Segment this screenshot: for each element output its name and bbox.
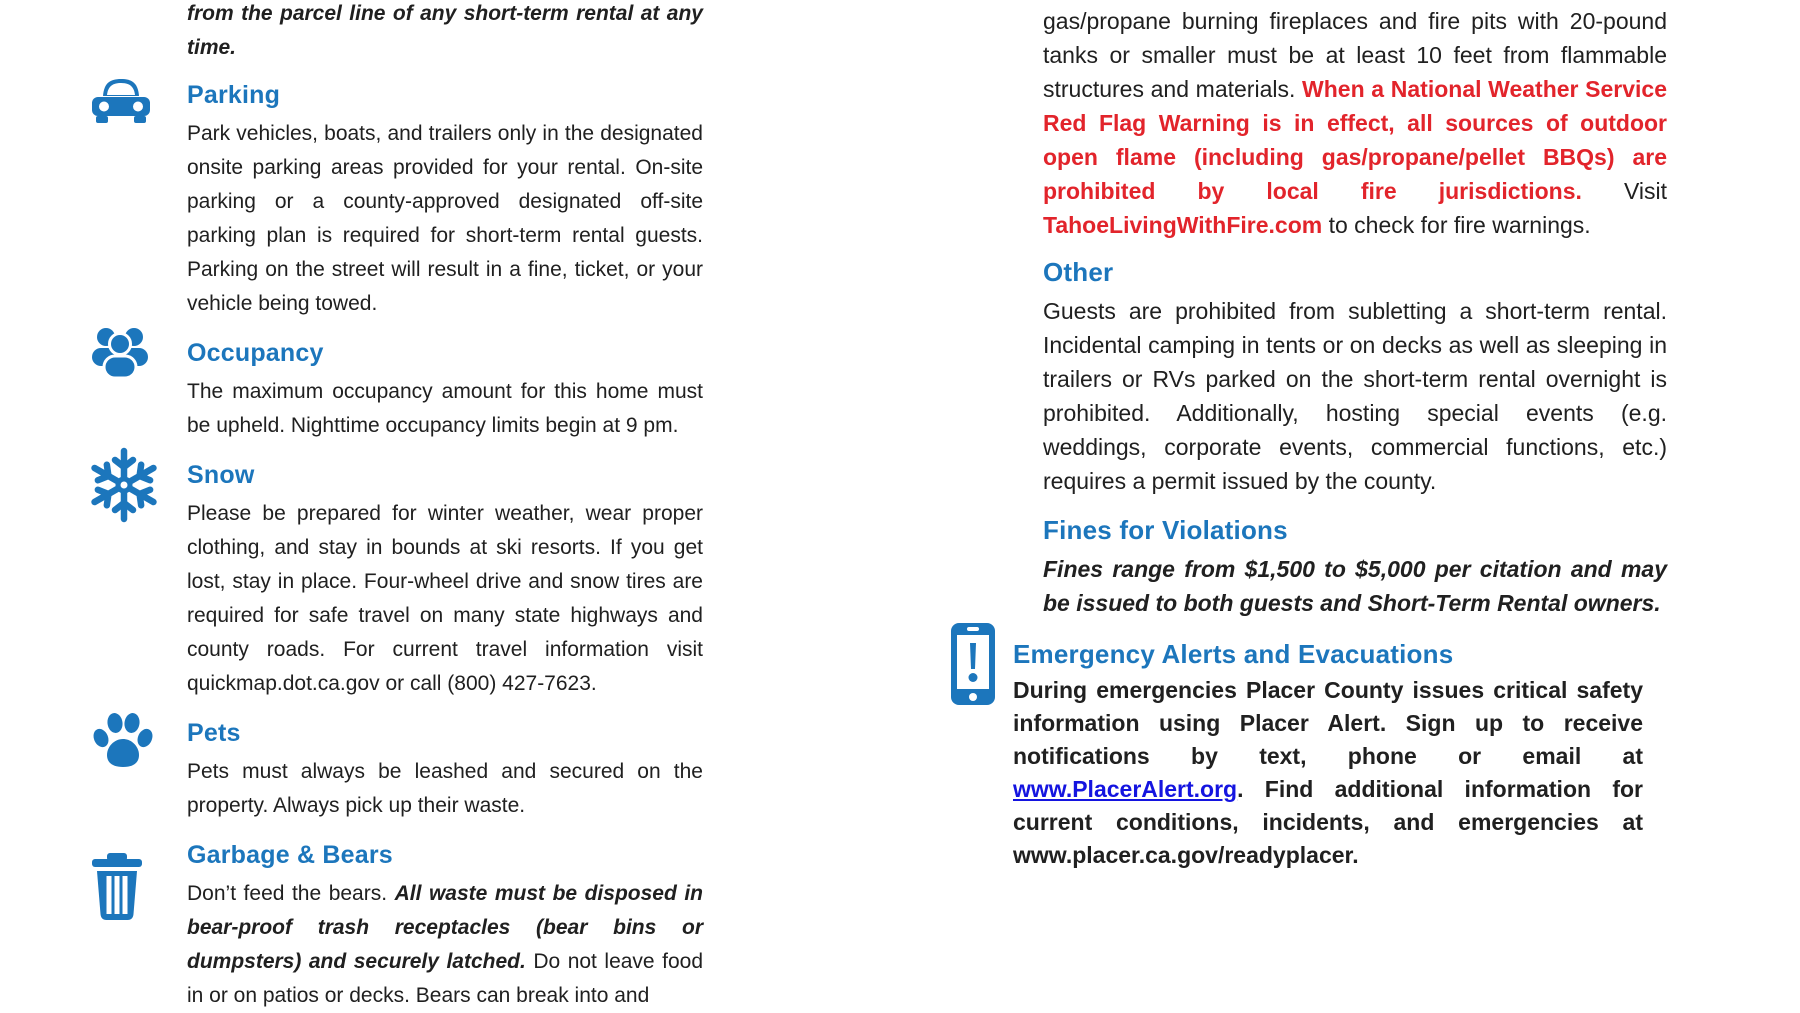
text-run: All waste must be disposed in bear-proof trash receptacles (bear bins or dumpsters) and securely latched. (187, 882, 703, 973)
text-run: . Find additional information for current conditions, incidents, and emergencies at www.placer.ca.gov/readyplacer. (1013, 776, 1643, 868)
other-heading: Other (1043, 257, 1114, 287)
text-run: Don’t feed the bears. (187, 882, 395, 905)
text-run: The maximum occupancy amount for this home must be upheld. Nighttime occupancy limits begin at 9 pm. (187, 380, 703, 437)
text-run: from the parcel line of any short-term rental at any time. (187, 2, 703, 59)
outdoor-fire-continuation-text (1043, 4, 1667, 242)
text-run: When a National Weather Service Red Flag Warning is in effect, all sources of outdoor open flame (including gas/propane/pellet BBQs) are prohibited by local fire jurisdictions. (1043, 76, 1668, 204)
section-pets (187, 717, 703, 823)
phone-alert-icon (950, 622, 996, 706)
placer-alert-link[interactable]: www.PlacerAlert.org (1013, 776, 1238, 802)
tahoe-living-with-fire-link[interactable]: TahoeLivingWithFire.com (1043, 212, 1323, 238)
section-fines (1043, 514, 1667, 620)
text-run: Please be prepared for winter weather, wear proper clothing, and stay in bounds at ski resorts. If you get lost, stay in place. Four-wheel drive and snow tires are required for safe travel on many state highways and county roads. For current travel information visit quickmap.dot.ca.gov or call (800) 427-7623. (187, 502, 703, 695)
text-run: Guests are prohibited from subletting a short-term rental. Incidental camping in tents or on decks as well as sleeping in trailers or RVs parked on the short-term rental overnight is prohibited. Additionally, hosting special events (e.g. weddings, corporate events, commercial functions, etc.) requires a permit issued by the county. (1043, 298, 1667, 494)
text-run: Park vehicles, boats, and trailers only in the designated onsite parking areas provided for your rental. On-site parking or a county-approved designated off-site parking plan is required for short-term rental guests. Parking on the street will result in a fine, ticket, or your vehicle being towed. (187, 122, 703, 315)
text-run: Do not leave food in or on patios or decks. Bears can break into and (187, 950, 704, 1007)
text-run: Visit (1623, 178, 1667, 204)
section-occupancy (187, 337, 703, 443)
emergency-alerts-text (1013, 674, 1643, 872)
parking-heading: Parking (187, 81, 281, 109)
text-run: gas/propane burning fireplaces and fire pits with 20-pound tanks or smaller must be at least 10 feet from flammable structures and materials. (1043, 8, 1667, 102)
garbage-bears-heading: Garbage & Bears (187, 841, 393, 869)
emergency-alerts-heading: Emergency Alerts and Evacuations (1013, 639, 1454, 669)
garbage-bears-text (187, 877, 703, 1013)
snow-heading: Snow (187, 461, 255, 489)
section-garbage-bears (187, 839, 703, 1013)
pets-text (187, 755, 703, 823)
section-emergency-alerts (1013, 638, 1667, 872)
fines-text (1043, 552, 1667, 620)
trash-icon (90, 853, 144, 921)
fines-heading: Fines for Violations (1043, 515, 1288, 545)
parking-text (187, 117, 703, 321)
car-icon (90, 75, 152, 125)
occupancy-users-icon (88, 324, 152, 382)
section-other (1043, 256, 1667, 498)
text-run: During emergencies Placer County issues critical safety information using Placer Alert. Sign up to receive notifications by text, phone or email at (1013, 677, 1643, 769)
section-snow (187, 459, 703, 701)
text-run: to check for fire warnings. (1322, 212, 1591, 238)
snow-text (187, 497, 703, 701)
paw-icon (90, 711, 154, 773)
text-run: Pets must always be leashed and secured on the property. Always pick up their waste. (187, 760, 703, 817)
intro-continuation-text (187, 0, 703, 65)
other-text (1043, 294, 1667, 498)
left-column (187, 0, 703, 1013)
snowflake-icon (88, 447, 160, 523)
occupancy-text (187, 375, 703, 443)
section-parking (187, 79, 703, 321)
pets-heading: Pets (187, 719, 241, 747)
text-run: Fines range from $1,500 to $5,000 per citation and may be issued to both guests and Short-Term Rental owners. (1043, 556, 1667, 616)
occupancy-heading: Occupancy (187, 339, 324, 367)
right-column (1013, 0, 1667, 872)
